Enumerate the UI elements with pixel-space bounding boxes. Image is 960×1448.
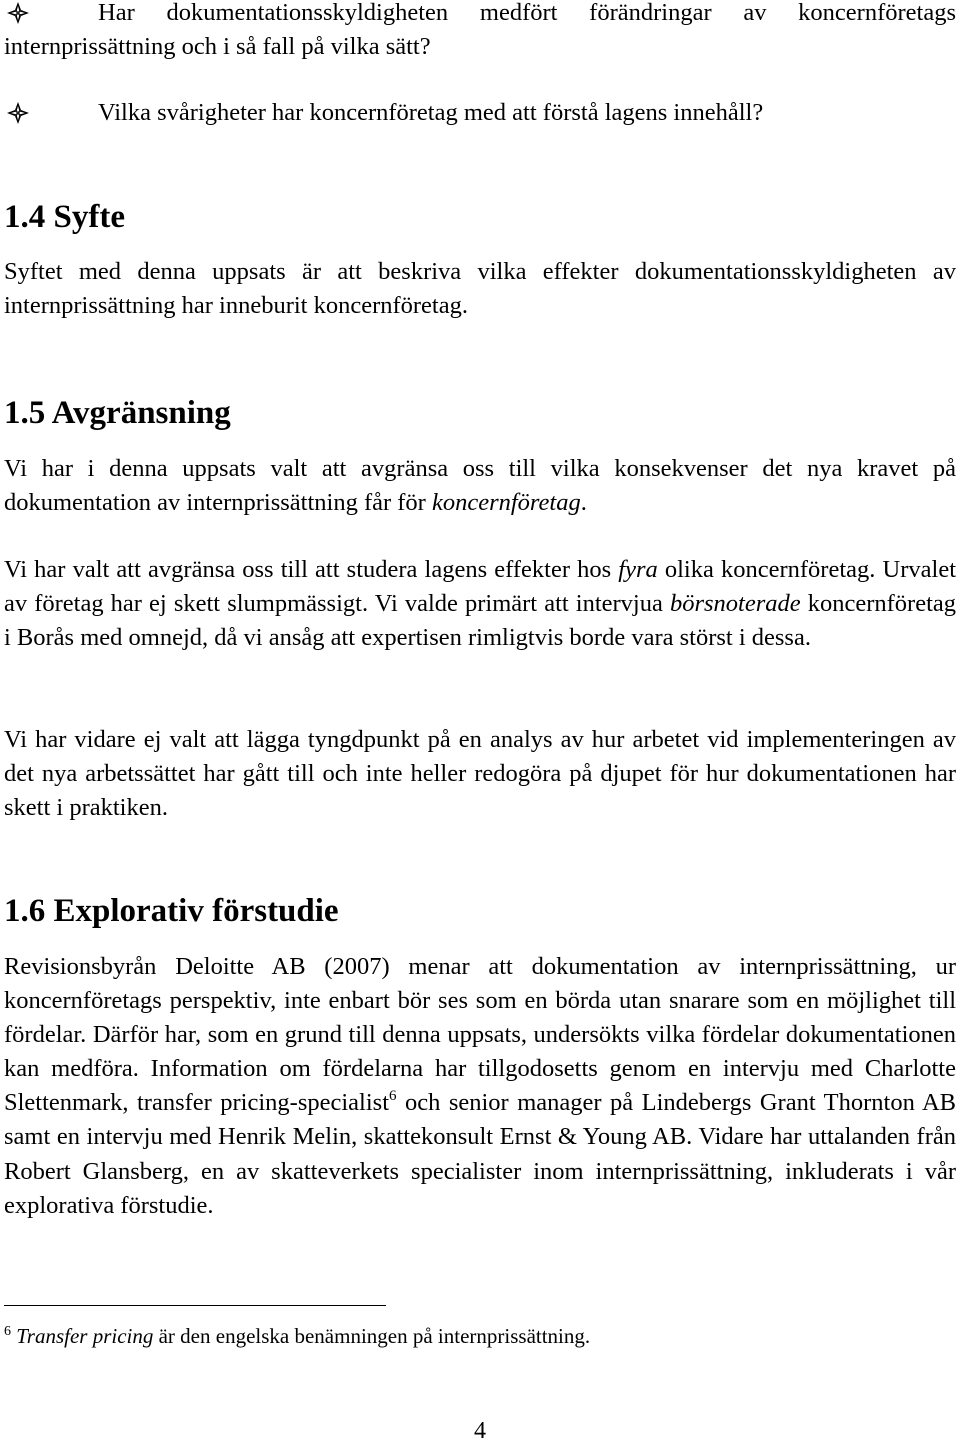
footnote-number: 6 [4,1324,11,1339]
diamond-bullet-icon [4,96,34,130]
avgransning-paragraph-3: Vi har vidare ej valt att lägga tyngdpunkt på en analys av hur arbetet vid implementeringen av det nya arbetssättet har gått till och inte heller redogöra på djupet för hur dokumentationen har skett i praktiken. [4,726,956,821]
bullet-text: Vilka svårigheter har koncernföretag med att förstå lagens innehåll? [98,99,764,126]
footnote-text: är den engelska benämningen på internprissättning. [153,1324,591,1348]
bullet-item [4,96,956,130]
diamond-bullet-icon [4,0,34,30]
footnote [4,1322,590,1350]
page-number: 4 [474,1418,486,1444]
bullet-text: Har dokumentationsskyldigheten medfört förändringar av koncernföretags internprissättning och i så fall på vilka sätt? [4,0,956,60]
bullet-item [4,0,956,64]
footnote-divider [4,1305,386,1306]
footnote-reference[interactable]: 6 [389,1088,397,1105]
syfte-paragraph: Syftet med denna uppsats är att beskriva vilka effekter dokumentationsskyldigheten av internprissättning har inneburit koncernföretag. [4,258,956,319]
footnote-term: Transfer pricing [16,1324,154,1348]
emphasis: fyra [618,556,658,583]
explorativ-paragraph: Revisionsbyrån Deloitte AB (2007) menar att dokumentation av internprissättning, ur koncernföretags perspektiv, inte enbart bör ses som en börda utan snarare som en möjlighet till fördelar. Därför har, som en grund till denna uppsats, undersökts vilka fördelar dokumentationen kan medföra. Information om fördelarna har tillgodosetts genom en intervju med Charlotte Slettenmark, transfer pricing-specialist$^6$ och senior manager på Lindebergs Grant Thornton AB samt en intervju med Henrik Melin, skattekonsult Ernst & Young AB. Vidare har uttalanden från Robert Glansberg, en av skatteverkets specialister inom internprissättning, inkluderats i vår explorativa förstudie. [4,953,957,1219]
emphasis: koncernföretag [431,489,581,516]
avgransning-paragraph-1: Vi har i denna uppsats valt att avgränsa oss till vilka konsekvenser det nya kravet på dokumentation av internprissättning får för koncernföretag. [4,455,956,516]
section-heading-syfte: 1.4 Syfte [4,199,125,235]
avgransning-paragraph-2: Vi har valt att avgränsa oss till att studera lagens effekter hos fyra olika koncernföretag. Urvalet av företag har ej skett slumpmässigt. Vi valde primärt att intervjua börsnoterade koncernföretag i Borås med omnejd, då vi ansåg att expertisen rimligtvis borde vara störst i dessa. [4,556,956,651]
emphasis: börsnoterade [669,590,801,617]
section-heading-explorativ: 1.6 Explorativ förstudie [4,893,339,929]
section-heading-avgransning: 1.5 Avgränsning [4,395,231,431]
